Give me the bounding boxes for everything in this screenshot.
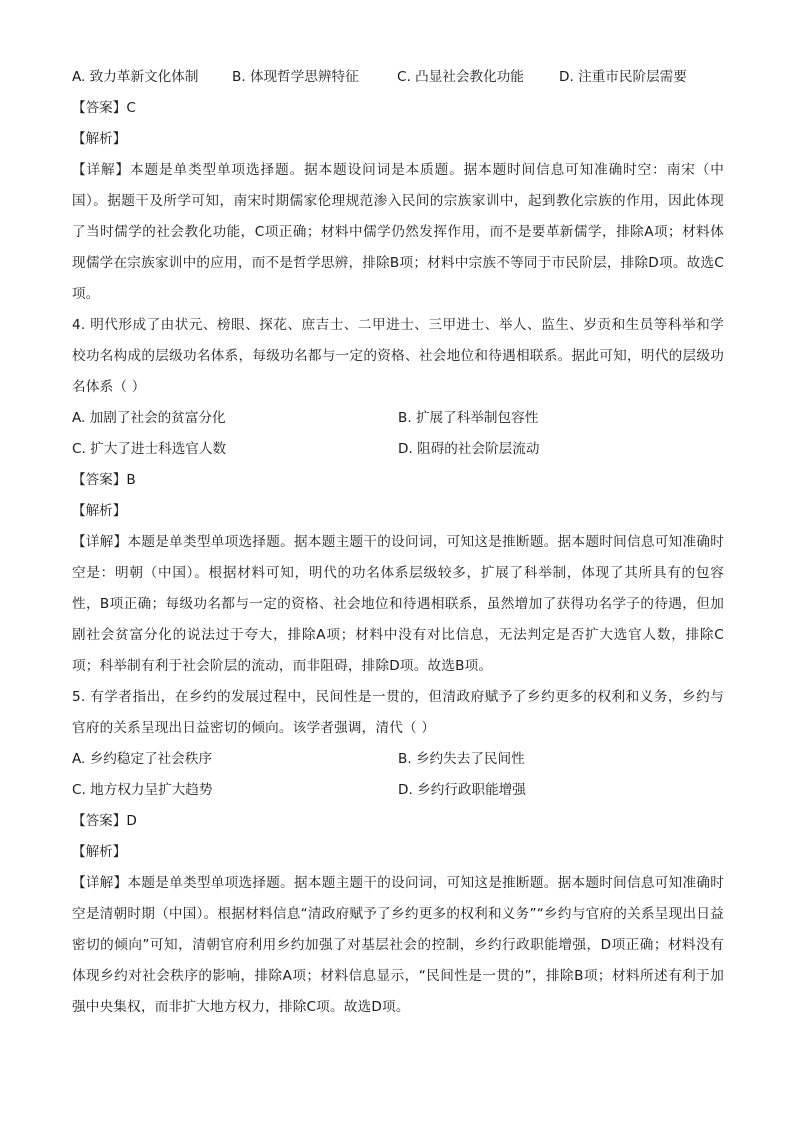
q4-option-b: B. 扩展了科举制包容性 [398,410,539,426]
q4-detail: 【详解】本题是单类型单项选择题。据本题主题干的设问词，可知这是推断题。据本题时间信息可知准确时空是：明朝（中国）。根据材料可知，明代的功名体系层级较多，扩展了科举制，体现了其所具有的包容性，B项正确；每级功名都与一定的资格、社会地位和待遇相联系，虽然增加了获得功名学子的待遇，但加剧社会贫富分化的说法过于夸大，排除A项；材料中没有对比信息，无法判定是否扩大选官人数，排除C项；科举制有利于社会阶层的流动，而非阻碍，排除D项。故选B项。 [72,534,724,674]
q5-analysis-label: 【解析】 [72,844,127,860]
document-page [72,62,724,1023]
q4-option-d: D. 阻碍的社会阶层流动 [398,441,540,457]
q5-answer: 【答案】D [72,813,137,829]
q3-option-a: A. 致力革新文化体制 [72,69,199,85]
q4-stem: 4. 明代形成了由状元、榜眼、探花、庶吉士、二甲进士、三甲进士、举人、监生、岁贡和生员等科举和学校功名构成的层级功名体系，每级功名都与一定的资格、社会地位和待遇相联系。据此可知，明代的层级功名体系（ ） [72,317,724,395]
q5-option-d: D. 乡约行政职能增强 [398,782,526,798]
q4-option-a: A. 加剧了社会的贫富分化 [72,410,226,426]
q5-option-c: C. 地方权力呈扩大趋势 [72,782,213,798]
q4-answer: 【答案】B [72,472,136,488]
q4-options-row-1 [72,403,724,434]
q5-option-b: B. 乡约失去了民间性 [398,751,525,767]
q3-option-b: B. 体现哲学思辨特征 [232,69,359,85]
q4-options-row-2 [72,434,724,465]
q4-option-c: C. 扩大了进士科选官人数 [72,441,227,457]
q3-analysis-label: 【解析】 [72,131,127,147]
q5-option-a: A. 乡约稳定了社会秩序 [72,751,213,767]
q3-detail: 【详解】本题是单类型单项选择题。据本题设问词是本质题。据本题时间信息可知准确时空：南宋（中国）。据题干及所学可知，南宋时期儒家伦理规范渗入民间的宗族家训中，起到教化宗族的作用，因此体现了当时儒学的社会教化功能，C项正确；材料中儒学仍然发挥作用，而不是要革新儒学，排除A项；材料体现儒学在宗族家训中的应用，而不是哲学思辨，排除B项；材料中宗族不等同于市民阶层，排除D项。故选C项。 [72,162,724,302]
q3-option-c: C. 凸显社会教化功能 [397,69,524,85]
q3-answer: 【答案】C [72,100,136,116]
q5-detail: 【详解】本题是单类型单项选择题。据本题主题干的设问词，可知这是推断题。据本题时间信息可知准确时空是清朝时期（中国）。根据材料信息“清政府赋予了乡约更多的权利和义务”“乡约与官府的关系呈现出日益密切的倾向”可知，清朝官府利用乡约加强了对基层社会的控制，乡约行政职能增强，D项正确；材料没有体现乡约对社会秩序的影响，排除A项；材料信息显示，“民间性是一贯的”，排除B项；材料所述有利于加强中央集权，而非扩大地方权力，排除C项。故选D项。 [72,875,724,1015]
q5-options-row-1 [72,744,724,775]
q4-analysis-label: 【解析】 [72,503,127,519]
q3-options [72,62,724,93]
q3-option-d: D. 注重市民阶层需要 [559,69,687,85]
q5-stem: 5. 有学者指出，在乡约的发展过程中，民间性是一贯的，但清政府赋予了乡约更多的权利和义务，乡约与官府的关系呈现出日益密切的倾向。该学者强调，清代（ ） [72,689,724,736]
q5-options-row-2 [72,775,724,806]
